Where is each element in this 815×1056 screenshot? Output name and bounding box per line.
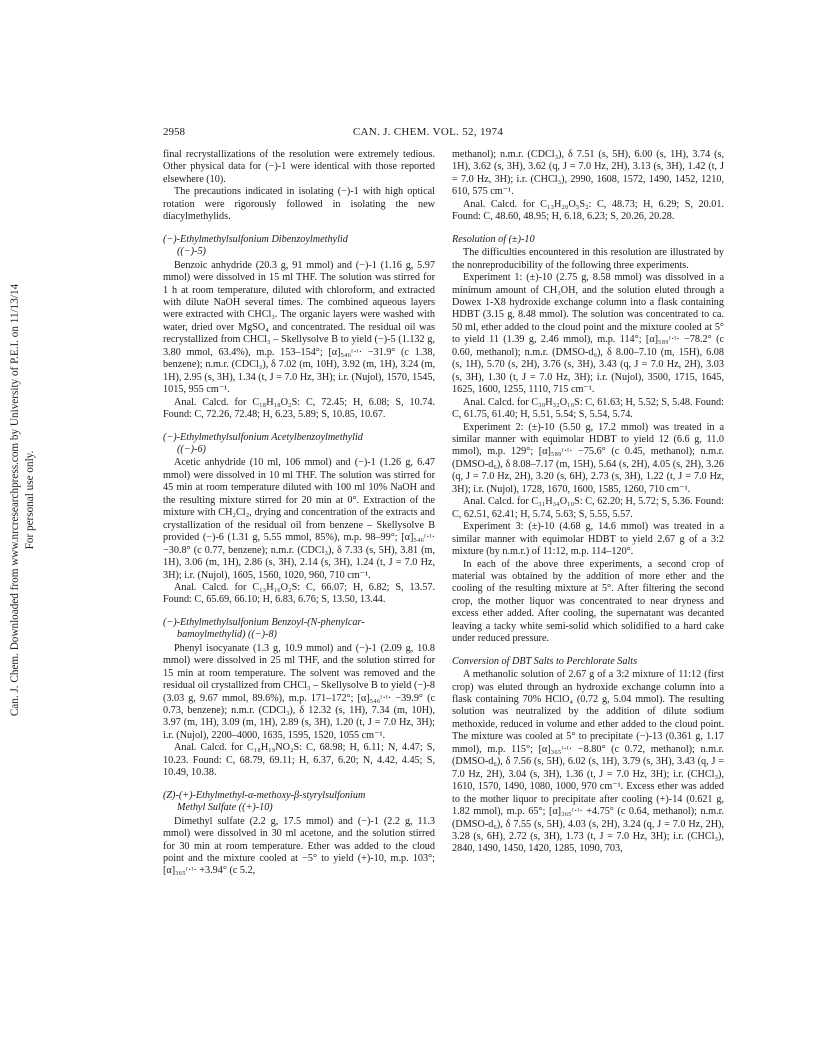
paragraph: final recrystallizations of the resolution were extremely tedious. Other physical data for (−)-1 were identical with those reported elsewhere (10).	[163, 149, 435, 185]
paragraph: The precautions indicated in isolating (−)-1 with high optical rotation were rigorously followed in isolating the new diacylmethylids.	[163, 186, 435, 223]
journal-running-title: CAN. J. CHEM. VOL. 52, 1974	[352, 126, 504, 138]
section-heading-line-2: ((−)-6)	[177, 443, 206, 455]
section-heading-line: (−)-Ethylmethylsulfonium Acetylbenzoylmethylid	[163, 431, 363, 443]
right-column	[452, 149, 724, 856]
page-header	[163, 126, 693, 142]
watermark-line-1: Can. J. Chem. Downloaded from www.nrcresearchpress.com by University of P.E.I. on 11/13/14	[9, 283, 21, 717]
page-number: 2958	[163, 126, 185, 138]
paragraph: Experiment 3: (±)-10 (4.68 g, 14.6 mmol) was treated in a similar manner with equimolar HDBT to yield 2.67 g of a 3:2 mixture (by n.m.r.) of 11:12, m.p. 114–120°.	[452, 521, 724, 558]
paragraph: Anal. Calcd. for C₃₀H₃₂O₁₀S: C, 61.63; H, 5.52; S, 5.48. Found: C, 61.75, 61.40; H, 5.51, 5.54; S, 5.54, 5.74.	[452, 396, 724, 421]
paragraph: Anal. Calcd. for C₃₁H₃₄O₁₀S: C, 62.20; H, 5.72; S, 5.36. Found: C, 62.51, 62.41; H, 5.74, 5.63; S, 5.55, 5.57.	[452, 496, 724, 520]
section-heading-line-2: ((−)-5)	[177, 246, 206, 258]
section-heading-line-2: Methyl Sulfate ((+)-10)	[177, 802, 273, 814]
watermark-line-2: For personal use only.	[24, 450, 36, 550]
section-heading-line-2: bamoylmethylid) ((−)-8)	[177, 629, 277, 641]
paragraph: Phenyl isocyanate (1.3 g, 10.9 mmol) and (−)-1 (2.09 g, 10.8 mmol) were dissolved in 25 ml THF, and the solution stirred for 15 min at room temperature. The solvent was removed and the residual oil crystallized from CHCl₃ – Skellysolve B to yield (−)-8 (3.03 g, 9.67 mmol, 89.6%), m.p. 171–172°; [α]₅₄₆ʳ·ᵗ· −39.9° (c 0.73, benzene); n.m.r. (CDCl₃), δ 12.32 (s, 1H), 7.34 (m, 10H), 3.97 (m, 1H), 3.09 (m, 1H), 2.89 (s, 3H), 1.20 (t, J = 7.0 Hz, 3H); i.r. (Nujol), 2200–4000, 1635, 1595, 1520, 1055 cm⁻¹.	[163, 642, 435, 741]
paragraph: In each of the above three experiments, a second crop of material was obtained by the addition of more ether and the cooling of the resulting mixture at 5°. After filtering the second crop, the mother liquor was concentrated to near dryness and excess ether added. After cooling, the supernatant was decanted leaving a tacky white semi-solid which solidified to a hard cake under reduced pressure.	[452, 558, 724, 645]
section-heading-line: Conversion of DBT Salts to Perchlorate Salts	[452, 655, 638, 667]
section-heading	[163, 432, 435, 457]
section-heading	[452, 234, 724, 246]
paragraph: Anal. Calcd. for C₁₃H₁₆O₂S: C, 66.07; H, 6.82; S, 13.57. Found: C, 65.69, 66.10; H, 6.83, 6.76; S, 13.50, 13.44.	[163, 581, 435, 606]
left-column	[163, 149, 435, 878]
paragraph: Dimethyl sulfate (2.2 g, 17.5 mmol) and (−)-1 (2.2 g, 11.3 mmol) were dissolved in 30 ml acetone, and the solution stirred for 30 min at room temperature. Ether was added to the cloud point and the mixture cooled at −5° to yield (+)-10, m.p. 103°; [α]₃₆₅ʳ·ᵗ· +3.94° (c 5.2,	[163, 815, 435, 877]
paragraph: Experiment 2: (±)-10 (5.50 g, 17.2 mmol) was treated in a similar manner with equimolar HDBT to yield 12 (6.6 g, 11.0 mmol), m.p. 129°; [α]₅₈₉ʳ·ᵗ· −75.6° (c 0.45, methanol); n.m.r. (DMSO-d₆), δ 8.08–7.17 (m, 15H), 5.64 (s, 2H), 4.05 (s, 2H), 3.26 (q, J = 7.0 Hz, 2H), 3.20 (s, 6H), 2.73 (s, 3H), 1.22 (t, J = 7.0 Hz, 3H); i.r. (Nujol), 1728, 1670, 1600, 1585, 1260, 710 cm⁻¹.	[452, 421, 724, 495]
section-heading-line: (−)-Ethylmethylsulfonium Benzoyl-(N-phenylcar-	[163, 616, 365, 628]
section-heading-line: Resolution of (±)-10	[452, 233, 535, 245]
paragraph: A methanolic solution of 2.67 g of a 3:2 mixture of 11:12 (first crop) was eluted through an hydroxide exchange column into a flask containing 70% HClO₄ (0.72 g, 5.04 mmol). The resulting solution was neutralized by the addition of dilute sodium methoxide, reduced in volume and ether added to the cloud point. The mixture was cooled at 5° to precipitate (−)-13 (0.361 g, 1.17 mmol), m.p. 115°; [α]₃₆₅ʳ·ᵗ· −8.80° (c 0.72, methanol); n.m.r. (DMSO-d₆), δ 7.56 (s, 5H), 6.02 (s, 1H), 3.79 (s, 3H), 3.43 (q, J = 7.0 Hz, 2H), 3.04 (s, 3H), 1.36 (t, J = 7.0 Hz, 3H); i.r. (CHCl₃), 1610, 1570, 1490, 1080, 1000, 970 cm⁻¹. Excess ether was added to the mother liquor to precipitate after cooling (+)-14 (0.621 g, 1.82 mmol), m.p. 65°; [α]₃₆₅ʳ·ᵗ· +4.75° (c 0.64, methanol); n.m.r. (DMSO-d₆), δ 7.55 (s, 5H), 4.03 (s, 2H), 3.24 (q, J = 7.0 Hz, 2H), 3.28 (s, 6H), 2.72 (s, 3H), 1.73 (t, J = 7.0 Hz, 3H); i.r. (CHCl₃), 2840, 1490, 1450, 1420, 1285, 1090, 703,	[452, 669, 724, 855]
paragraph: Anal. Calcd. for C₁₈H₁₈O₂S: C, 72.45; H, 6.08; S, 10.74. Found: C, 72.26, 72.48; H, 6.23, 5.89; S, 10.85, 10.67.	[163, 396, 435, 421]
paragraph: Benzoic anhydride (20.3 g, 91 mmol) and (−)-1 (1.16 g, 5.97 mmol) were dissolved in 15 ml THF. The solution was stirred for 1 h at room temperature, diluted with chloroform, and extracted with dilute NaOH several times. The combined aqueous layers were extracted with CHCl₃. The organic layers were washed with water, dried over MgSO₄ and concentrated. The residual oil was recrystallized from CHCl₃ – Skellysolve B to yield (−)-5 (1.132 g, 3.80 mmol, 63.4%), m.p. 153–154°; [α]₅₄₆ʳ·ᵗ· −31.9° (c 1.38, benzene); n.m.r. (CDCl₃), δ 7.02 (m, 10H), 3.92 (m, 1H), 3.24 (m, 1H), 2.95 (s, 3H), 1.34 (t, J = 7.0 Hz, 3H); i.r. (Nujol), 1570, 1545, 1015, 955 cm⁻¹.	[163, 259, 435, 396]
section-heading-line: (Z)-(+)-Ethylmethyl-α-methoxy-β-styrylsulfonium	[163, 789, 366, 801]
paragraph: Acetic anhydride (10 ml, 106 mmol) and (−)-1 (1.26 g, 6.47 mmol) were dissolved in 10 ml THF. The solution was stirred for 45 min at room temperature diluted with 100 ml 10% NaOH and the resulting mixture stirred for 20 min at 0°. Extraction of the mixture with CH₂Cl₂, drying and concentration of the extracts and crystallization of the residual oil from benzene – Skellysolve B provided (−)-6 (1.31 g, 5.55 mmol, 85%), m.p. 98–99°; [α]₅₄₆ʳ·ᵗ· −30.8° (c 0.77, benzene); n.m.r. (CDCl₃), δ 7.33 (s, 5H), 3.81 (m, 1H), 3.06 (m, 1H), 2.86 (s, 3H), 2.14 (s, 3H), 1.24 (t, J = 7.0 Hz, 3H); i.r. (Nujol), 1605, 1560, 1020, 960, 710 cm⁻¹.	[163, 457, 435, 581]
section-heading-line: (−)-Ethylmethylsulfonium Dibenzoylmethylid	[163, 233, 348, 245]
download-watermark	[8, 120, 44, 880]
paragraph: Anal. Calcd. for C₁₈H₁₉NO₂S: C, 68.98; H, 6.11; N, 4.47; S, 10.23. Found: C, 68.79, 69.11; H, 6.37, 6.20; N, 4.42, 4.45; S, 10.49, 10.38.	[163, 742, 435, 779]
paragraph: methanol); n.m.r. (CDCl₃), δ 7.51 (s, 5H), 6.00 (s, 1H), 3.74 (s, 1H), 3.62 (s, 3H), 3.62 (q, J = 7.0 Hz, 2H), 3.13 (s, 3H), 1.42 (t, J = 7.0 Hz, 3H); i.r. (CHCl₃), 2990, 1608, 1572, 1490, 1452, 1210, 610, 575 cm⁻¹.	[452, 149, 724, 198]
paragraph: Experiment 1: (±)-10 (2.75 g, 8.58 mmol) was dissolved in a minimum amount of CH₃OH, and the solution eluted through a Dowex 1-X8 hydroxide exchange column into a flask containing HDBT (3.15 g, 8.48 mmol). The solution was concentrated to ca. 50 ml, ether added to the cloud point and the mixture cooled at 5° to yield 11 (1.39 g, 2.46 mmol), m.p. 114°; [α]₅₈₉ʳ·ᵗ· −78.2° (c 0.60, methanol); n.m.r. (DMSO-d₆), δ 8.00–7.10 (m, 15H), 6.08 (s, 1H), 5.70 (s, 2H), 3.76 (s, 3H), 3.43 (q, J = 7.0 Hz, 2H), 3.03 (s, 3H), 1.30 (t, J = 7.0 Hz, 3H); i.r. (Nujol), 3500, 1715, 1645, 1625, 1600, 1255, 1110, 715 cm⁻¹.	[452, 272, 724, 396]
section-heading	[452, 656, 724, 668]
section-heading	[163, 790, 435, 815]
paragraph: Anal. Calcd. for C₁₃H₂₀O₅S₂: C, 48.73; H, 6.29; S, 20.01. Found: C, 48.60, 48.95; H, 6.18, 6.23; S, 20.26, 20.28.	[452, 198, 724, 223]
section-heading	[163, 617, 435, 642]
paragraph: The difficulties encountered in this resolution are illustrated by the nonreproducibility of the following three experiments.	[452, 247, 724, 271]
section-heading	[163, 234, 435, 259]
